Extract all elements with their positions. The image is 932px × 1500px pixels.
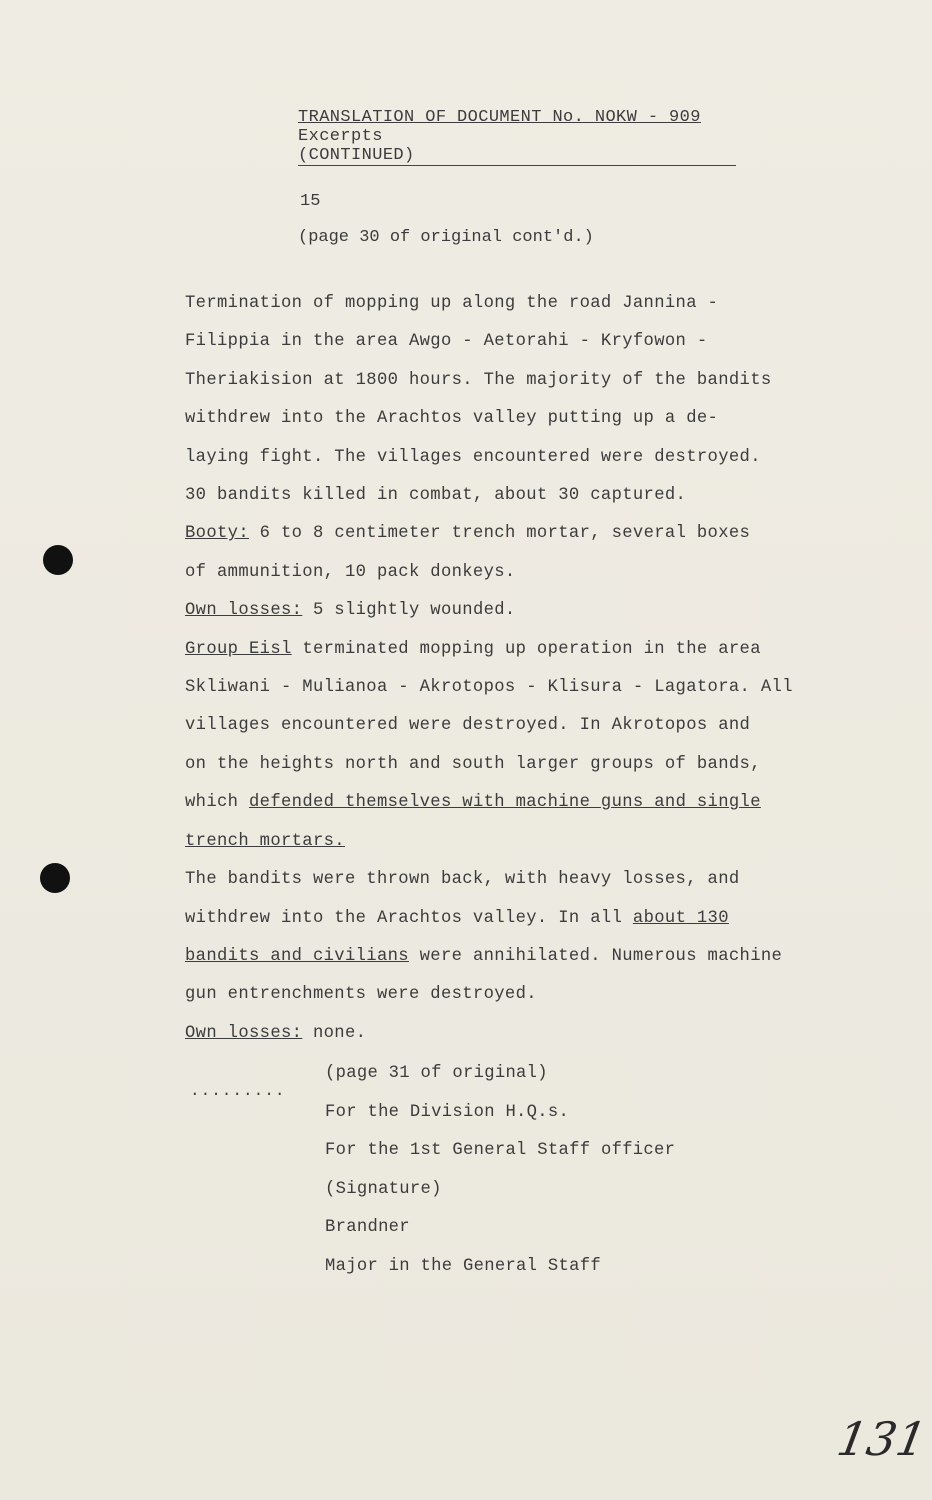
signature-line: (page 31 of original) <box>325 1064 548 1083</box>
body-line: on the heights north and south larger groups of bands, <box>185 754 761 774</box>
underlined-text: about 130 <box>632 908 729 928</box>
body-text: which <box>185 793 249 813</box>
group-text: terminated mopping up operation in the area <box>291 639 761 659</box>
page-note: (page 30 of original cont'd.) <box>298 228 594 247</box>
document-body <box>185 285 865 1053</box>
body-text: were annihilated. Numerous machine <box>408 946 783 966</box>
body-line <box>185 938 865 976</box>
booty-line <box>185 515 865 553</box>
underlined-text: defended themselves with machine guns and single <box>249 793 761 813</box>
body-line: Theriakision at 1800 hours. The majority of the bandits <box>185 370 772 390</box>
body-line: 30 bandits killed in combat, about 30 captured. <box>185 486 687 506</box>
punch-hole-top <box>43 545 73 575</box>
own-losses-label: Own losses: <box>185 1023 303 1043</box>
body-line <box>185 784 865 822</box>
signature-line: For the Division H.Q.s. <box>325 1102 570 1122</box>
signature-block <box>325 1055 675 1286</box>
document-header <box>298 108 736 166</box>
booty-text: 6 to 8 centimeter trench mortar, several boxes <box>249 524 751 544</box>
document-subtitle: Excerpts <box>298 127 383 146</box>
page-number: 15 <box>300 192 321 211</box>
handwritten-page-number: 131 <box>833 1412 931 1466</box>
own-losses-line <box>185 592 865 630</box>
underlined-text: trench mortars. <box>185 831 345 851</box>
ellipsis: ......... <box>190 1082 286 1100</box>
body-text: withdrew into the Arachtos valley. In all <box>185 908 633 928</box>
own-losses-text: 5 slightly wounded. <box>302 601 516 621</box>
body-line: withdrew into the Arachtos valley putting up a de- <box>185 409 719 429</box>
punch-hole-bottom <box>40 863 70 893</box>
underlined-text: bandits and civilians <box>185 946 409 966</box>
group-line <box>185 631 865 669</box>
own-losses-label: Own losses: <box>185 601 303 621</box>
signature-line: Major in the General Staff <box>325 1256 601 1276</box>
continued-label: (CONTINUED) <box>298 146 736 166</box>
body-line: of ammunition, 10 pack donkeys. <box>185 562 516 582</box>
body-line: Termination of mopping up along the road Jannina - <box>185 294 719 313</box>
body-line <box>185 900 865 938</box>
document-title: TRANSLATION OF DOCUMENT No. NOKW - 909 <box>298 108 701 127</box>
group-label: Group Eisl <box>185 639 292 659</box>
body-line: The bandits were thrown back, with heavy losses, and <box>185 870 740 890</box>
own-losses-line <box>185 1015 865 1053</box>
signature-line: Brandner <box>325 1218 410 1237</box>
body-line <box>185 823 865 861</box>
body-line: Filippia in the area Awgo - Aetorahi - Kryfowon - <box>185 332 708 352</box>
body-line: villages encountered were destroyed. In Akrotopos and <box>185 716 751 736</box>
booty-label: Booty: <box>185 524 249 544</box>
own-losses-text: none. <box>302 1023 367 1043</box>
body-line: Skliwani - Mulianoa - Akrotopos - Klisura - Lagatora. All <box>185 678 793 698</box>
signature-line: (Signature) <box>325 1179 442 1199</box>
body-line: laying fight. The villages encountered were destroyed. <box>185 447 761 467</box>
signature-line: For the 1st General Staff officer <box>325 1141 676 1160</box>
body-line: gun entrenchments were destroyed. <box>185 985 537 1005</box>
